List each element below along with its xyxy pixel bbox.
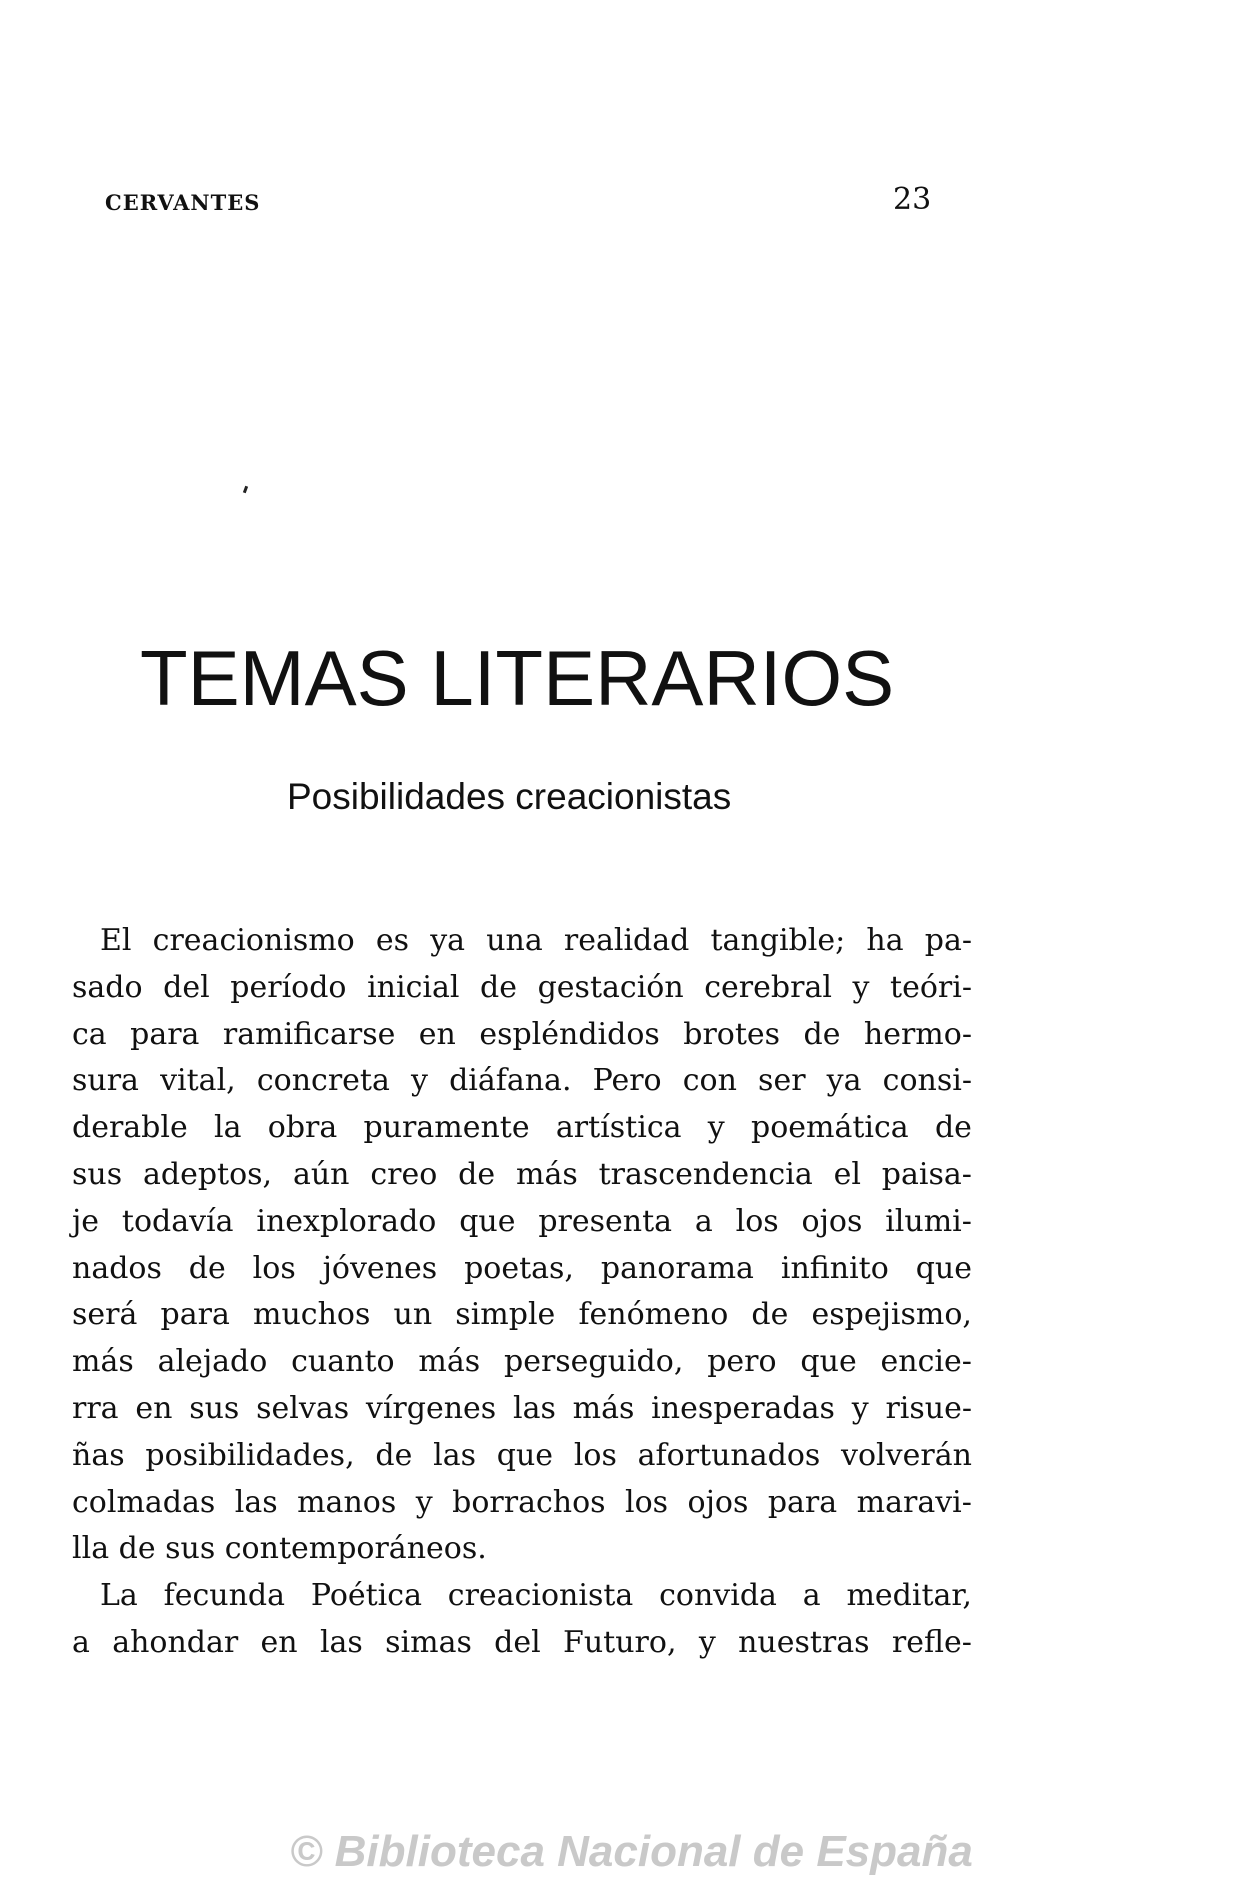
word: los <box>252 1250 296 1286</box>
word: de <box>934 1110 972 1146</box>
word: realidad <box>563 923 690 958</box>
word: creo <box>370 1156 438 1192</box>
word: a <box>802 1578 821 1614</box>
word: creacionismo <box>152 923 355 958</box>
word: de <box>480 969 518 1005</box>
word: el <box>833 1156 861 1192</box>
word: muchos <box>253 1297 371 1333</box>
word: afortunados <box>637 1437 821 1473</box>
body-text <box>72 918 972 1667</box>
word: ojos <box>801 1203 863 1239</box>
word: colmadas <box>72 1484 216 1520</box>
word: infinito <box>780 1250 889 1286</box>
word: puramente <box>363 1110 530 1146</box>
word: pero <box>707 1344 777 1380</box>
word: ca <box>72 1016 107 1052</box>
text-line <box>72 918 972 965</box>
word: las <box>512 1390 556 1426</box>
word: nuestras <box>738 1624 870 1660</box>
word: más <box>572 1390 635 1426</box>
word: jóvenes <box>322 1250 438 1286</box>
word: en <box>418 1016 456 1052</box>
word: aún <box>292 1156 350 1192</box>
word: que <box>496 1437 554 1473</box>
word: que <box>915 1250 972 1286</box>
word: será <box>72 1297 138 1333</box>
word: manos <box>297 1484 397 1520</box>
word: ya <box>826 1063 862 1099</box>
word: vírgenes <box>365 1390 497 1426</box>
word: derable <box>72 1110 188 1146</box>
text-line <box>72 1433 972 1480</box>
word: ya <box>430 923 466 958</box>
word: de <box>458 1156 496 1192</box>
word: inexplorado <box>256 1203 437 1239</box>
text-line <box>72 1105 972 1152</box>
word: consi- <box>882 1063 972 1099</box>
word: La <box>100 1578 138 1614</box>
word: alejado <box>157 1344 268 1380</box>
word: que <box>800 1344 857 1380</box>
text-line <box>72 1246 972 1293</box>
word: en <box>260 1624 298 1660</box>
word: inicial <box>367 969 460 1005</box>
stray-ink-mark <box>243 486 248 494</box>
word: período <box>230 969 347 1005</box>
word: del <box>494 1624 541 1660</box>
word: pa- <box>924 923 972 958</box>
word: perseguido, <box>503 1344 684 1380</box>
word: ojos <box>687 1484 749 1520</box>
word: poemática <box>751 1110 909 1146</box>
word: je <box>72 1203 100 1239</box>
word: espléndidos <box>479 1016 660 1052</box>
word: volverán <box>841 1437 972 1473</box>
word: para <box>130 1016 200 1052</box>
word: ilumi- <box>885 1203 972 1239</box>
section-subtitle: Posibilidades creacionistas <box>287 776 732 817</box>
word: sus <box>72 1156 123 1192</box>
word: paisa- <box>881 1156 972 1192</box>
text-line <box>72 1199 972 1246</box>
word: de <box>751 1297 789 1333</box>
word: fecunda <box>163 1578 286 1614</box>
word: panorama <box>600 1250 754 1286</box>
text-line <box>72 965 972 1012</box>
page-number: 23 <box>893 182 932 217</box>
word: Pero <box>592 1063 662 1099</box>
word: y <box>852 969 870 1005</box>
word: para <box>767 1484 838 1520</box>
text-line <box>72 1573 972 1620</box>
word: meditar, <box>846 1578 972 1614</box>
word: con <box>682 1063 737 1099</box>
word: y <box>698 1624 716 1660</box>
word: sus <box>189 1390 240 1426</box>
text-line <box>72 1152 972 1199</box>
word: presenta <box>538 1203 673 1239</box>
word: las <box>433 1437 476 1473</box>
word: tangible; <box>710 923 846 958</box>
word: y <box>851 1390 869 1426</box>
word: teóri- <box>890 969 972 1005</box>
word: los <box>573 1437 617 1473</box>
word: los <box>625 1484 669 1520</box>
text-line: lla de sus contemporáneos. <box>72 1531 487 1567</box>
word: selvas <box>256 1390 350 1426</box>
word: para <box>160 1297 230 1333</box>
word: convida <box>659 1578 777 1614</box>
running-head: CERVANTES <box>105 190 261 215</box>
word: los <box>735 1203 779 1239</box>
word: las <box>234 1484 278 1520</box>
word: inesperadas <box>651 1390 835 1426</box>
word: fenómeno <box>578 1297 729 1333</box>
word: cuanto <box>291 1344 395 1380</box>
word: es <box>375 923 410 958</box>
word: poetas, <box>464 1250 574 1286</box>
word: del <box>163 969 210 1005</box>
word: vital, <box>160 1063 236 1099</box>
word: ha <box>866 923 904 958</box>
word: obra <box>267 1110 338 1146</box>
text-line <box>72 1292 972 1339</box>
word: Futuro, <box>563 1624 677 1660</box>
word: todavía <box>121 1203 234 1239</box>
section-title: TEMAS LITERARIOS <box>140 634 895 722</box>
word: espejismo, <box>811 1297 972 1333</box>
word: las <box>319 1624 363 1660</box>
word: ser <box>758 1063 806 1099</box>
word: más <box>418 1344 481 1380</box>
word: brotes <box>683 1016 781 1052</box>
word: refle- <box>891 1624 972 1660</box>
word: nados <box>72 1250 162 1286</box>
word: y <box>707 1110 725 1146</box>
word: artística <box>555 1110 682 1146</box>
word: simple <box>455 1297 556 1333</box>
word: ramificarse <box>222 1016 396 1052</box>
word: sura <box>72 1063 139 1099</box>
word: posibilidades, <box>145 1437 355 1473</box>
word: ahondar <box>112 1624 239 1660</box>
word: gestación <box>537 969 684 1005</box>
text-line <box>72 1480 972 1527</box>
word: una <box>486 923 543 958</box>
text-line <box>72 1012 972 1059</box>
word: hermo- <box>863 1016 972 1052</box>
word: de <box>188 1250 226 1286</box>
word: y <box>410 1063 428 1099</box>
word: maravi- <box>856 1484 972 1520</box>
text-line <box>72 1386 972 1433</box>
word: concreta <box>256 1063 390 1099</box>
word: risue- <box>885 1390 972 1426</box>
word: encie- <box>880 1344 972 1380</box>
word: diáfana. <box>449 1063 572 1099</box>
word: en <box>135 1390 173 1426</box>
library-watermark: © Biblioteca Nacional de España <box>290 1827 973 1876</box>
text-line <box>72 1620 972 1667</box>
word: a <box>72 1624 90 1660</box>
word: adeptos, <box>142 1156 273 1192</box>
word: Poética <box>310 1578 422 1614</box>
word: cerebral <box>704 969 832 1005</box>
word: rra <box>72 1390 119 1426</box>
word: que <box>459 1203 516 1239</box>
word: El <box>100 923 132 958</box>
word: creacionista <box>447 1578 634 1614</box>
word: la <box>214 1110 242 1146</box>
word: y <box>415 1484 433 1520</box>
word: más <box>516 1156 578 1192</box>
word: de <box>375 1437 413 1473</box>
word: un <box>393 1297 433 1333</box>
word: sado <box>72 969 143 1005</box>
word: de <box>803 1016 841 1052</box>
word: ñas <box>72 1437 125 1473</box>
word: borrachos <box>452 1484 606 1520</box>
text-line <box>72 1339 972 1386</box>
word: más <box>72 1344 134 1380</box>
word: a <box>694 1203 713 1239</box>
word: simas <box>385 1624 472 1660</box>
text-line <box>72 1058 972 1105</box>
word: trascendencia <box>598 1156 813 1192</box>
